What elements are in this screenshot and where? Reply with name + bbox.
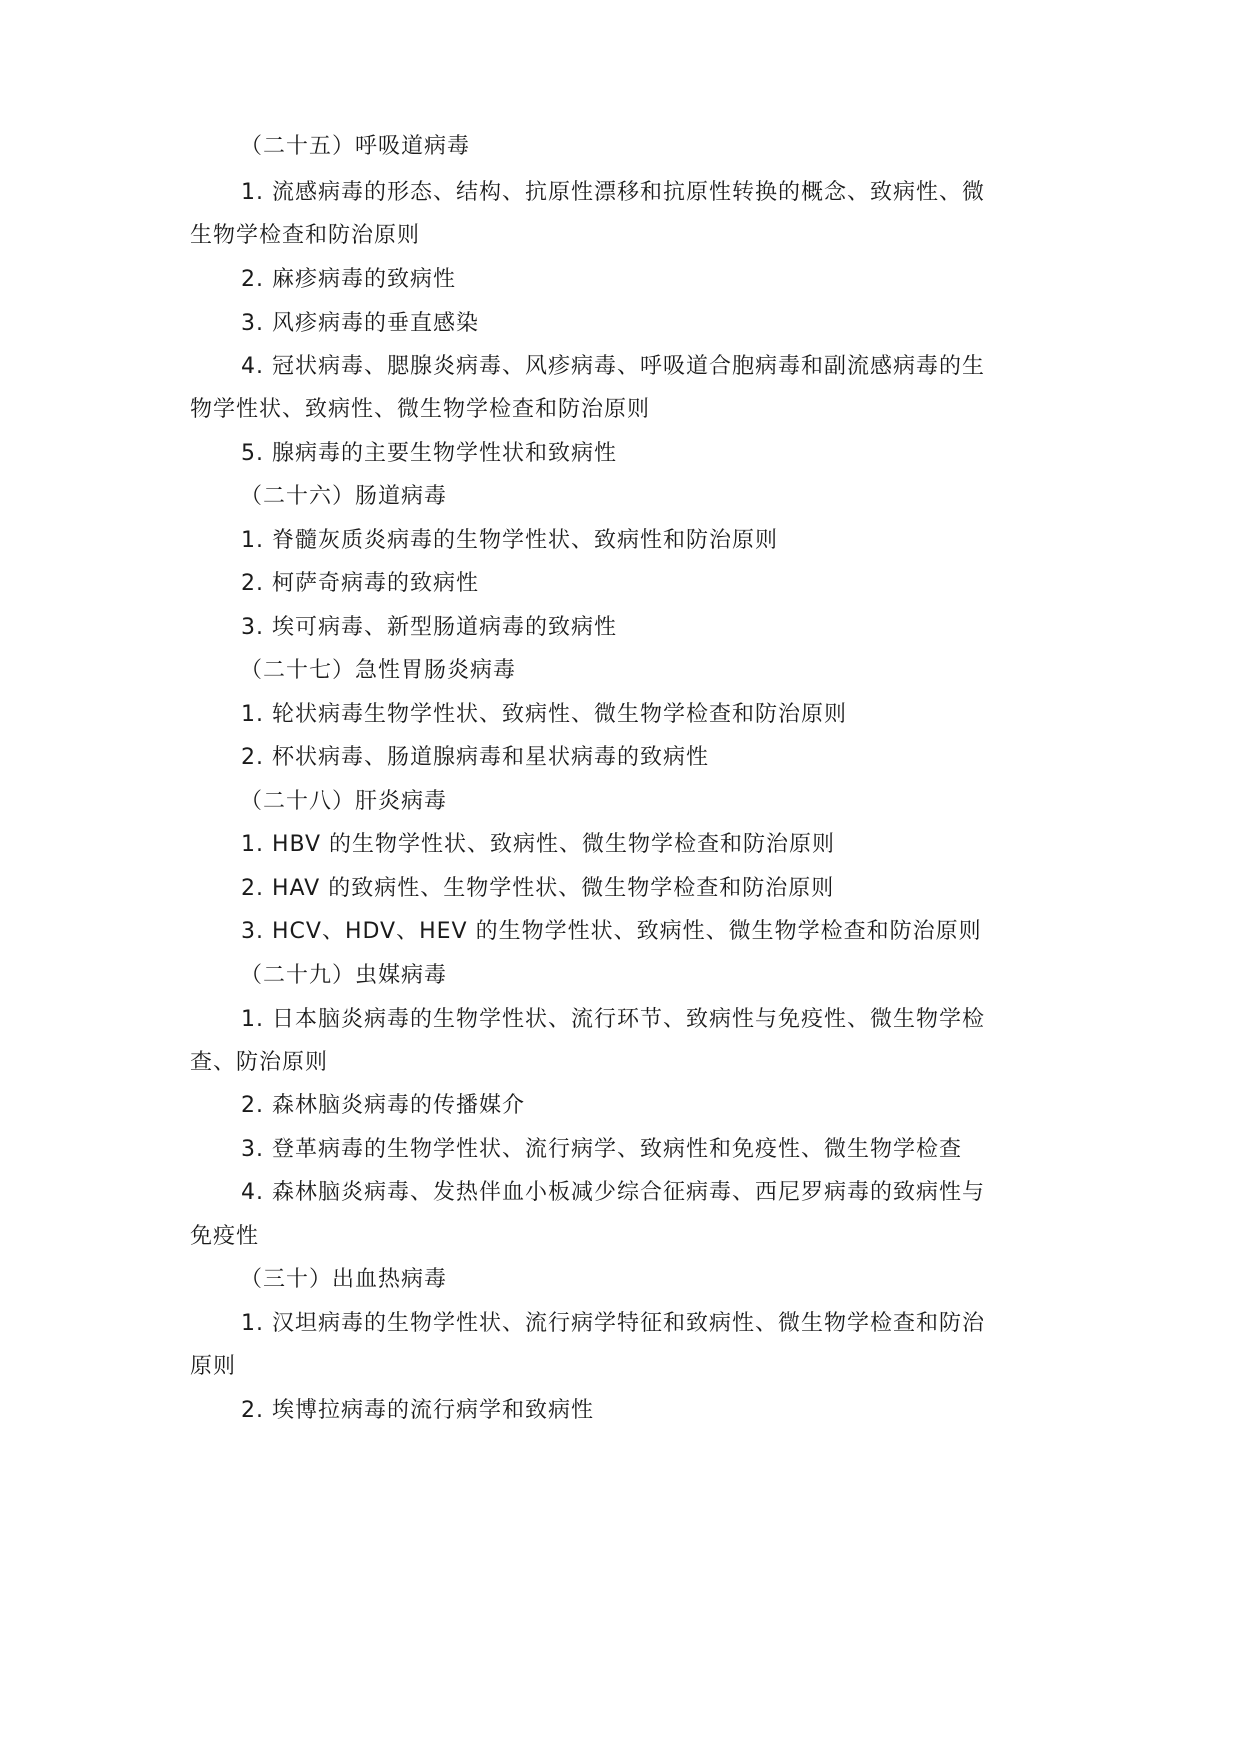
list-item: 2. 杯状病毒、肠道腺病毒和星状病毒的致病性	[241, 745, 709, 770]
list-item: 3. HCV、HDV、HEV 的生物学性状、致病性、微生物学检查和防治原则	[241, 919, 982, 944]
list-item-continuation: 查、防治原则	[190, 1050, 329, 1075]
list-item: 1. 汉坦病毒的生物学性状、流行病学特征和致病性、微生物学检查和防治	[241, 1311, 985, 1336]
section-heading-29: （二十九）虫媒病毒	[240, 963, 448, 988]
section-heading-26: （二十六）肠道病毒	[240, 484, 448, 509]
list-item: 1. 流感病毒的形态、结构、抗原性漂移和抗原性转换的概念、致病性、微	[241, 180, 985, 205]
section-heading-28: （二十八）肝炎病毒	[240, 789, 448, 814]
list-item: 4. 森林脑炎病毒、发热伴血小板减少综合征病毒、西尼罗病毒的致病性与	[241, 1180, 985, 1205]
list-item: 1. 脊髓灰质炎病毒的生物学性状、致病性和防治原则	[241, 528, 778, 553]
list-item: 3. 埃可病毒、新型肠道病毒的致病性	[241, 615, 617, 640]
list-item: 2. HAV 的致病性、生物学性状、微生物学检查和防治原则	[241, 876, 835, 901]
section-heading-30: （三十）出血热病毒	[240, 1267, 448, 1292]
list-item-continuation: 原则	[190, 1354, 237, 1379]
list-item: 3. 登革病毒的生物学性状、流行病学、致病性和免疫性、微生物学检查	[241, 1137, 962, 1162]
section-heading-27: （二十七）急性胃肠炎病毒	[240, 658, 517, 683]
list-item-continuation: 生物学检查和防治原则	[190, 223, 421, 248]
list-item: 2. 麻疹病毒的致病性	[241, 267, 456, 292]
list-item: 4. 冠状病毒、腮腺炎病毒、风疹病毒、呼吸道合胞病毒和副流感病毒的生	[241, 354, 985, 379]
section-heading-25: （二十五）呼吸道病毒	[240, 134, 471, 159]
list-item: 1. 日本脑炎病毒的生物学性状、流行环节、致病性与免疫性、微生物学检	[241, 1007, 985, 1032]
list-item: 1. HBV 的生物学性状、致病性、微生物学检查和防治原则	[241, 832, 835, 857]
list-item: 1. 轮状病毒生物学性状、致病性、微生物学检查和防治原则	[241, 702, 847, 727]
list-item: 3. 风疹病毒的垂直感染	[241, 311, 479, 336]
list-item-continuation: 物学性状、致病性、微生物学检查和防治原则	[190, 397, 651, 422]
list-item: 2. 柯萨奇病毒的致病性	[241, 571, 479, 596]
list-item: 5. 腺病毒的主要生物学性状和致病性	[241, 441, 617, 466]
list-item: 2. 埃博拉病毒的流行病学和致病性	[241, 1398, 594, 1423]
list-item-continuation: 免疫性	[190, 1224, 260, 1249]
list-item: 2. 森林脑炎病毒的传播媒介	[241, 1093, 525, 1118]
